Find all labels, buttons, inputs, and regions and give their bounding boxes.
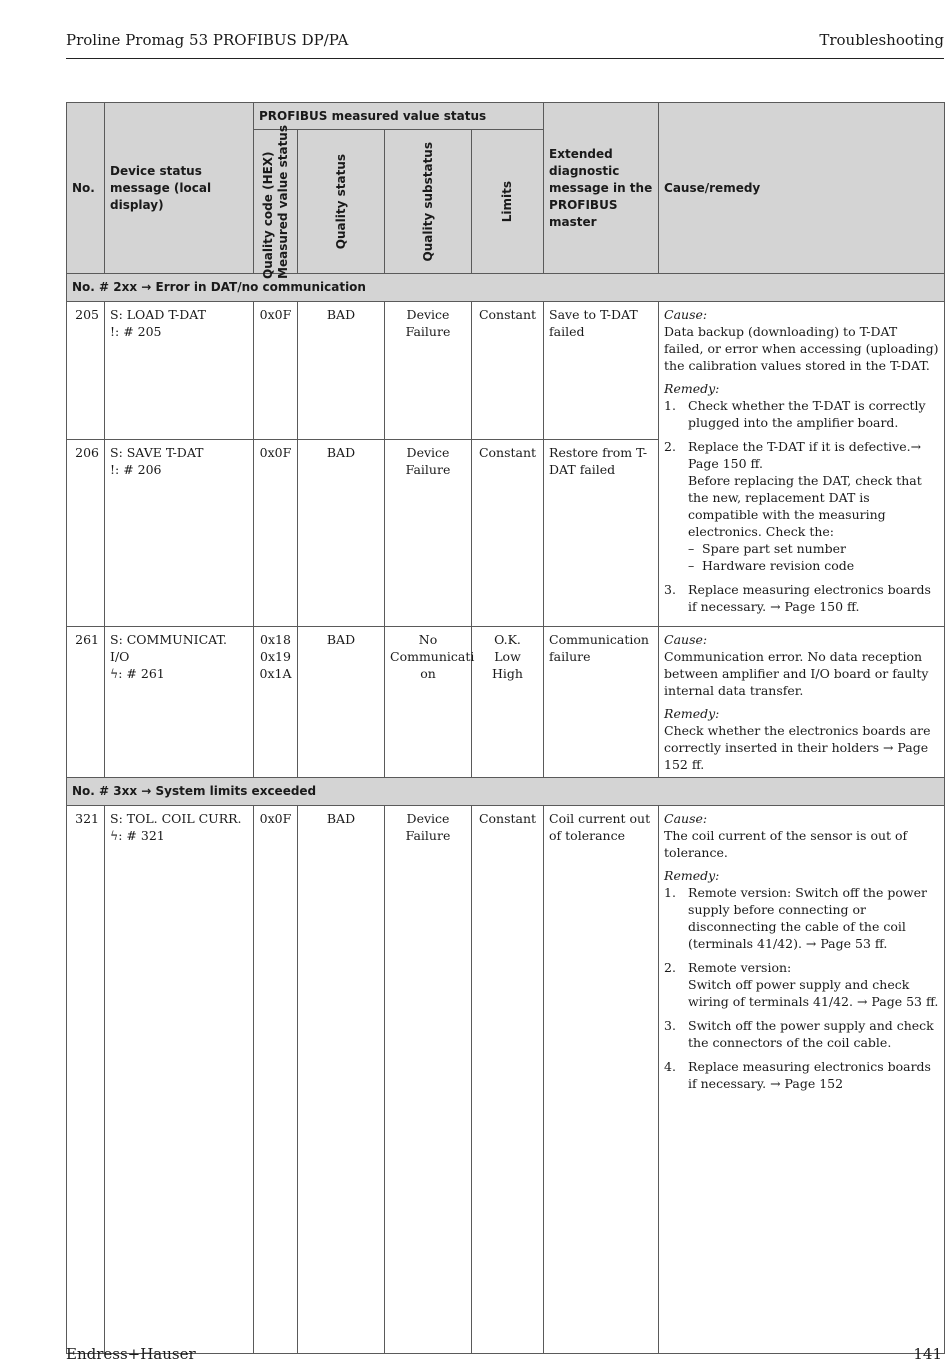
remedy-step: 2. Remote version: Switch off power supply and check wiring of terminals 41/42. → Page 53 ff. [664,960,939,1009]
extended-diagnostic: Communication failure [544,627,659,778]
cause-text: The coil current of the sensor is out of tolerance. [664,828,908,860]
quality-substatus: Device Failure [385,302,472,440]
quality-substatus: No Communicati on [385,627,472,778]
col-header-quality-status: Quality status [298,130,385,274]
remedy-label: Remedy: [664,868,720,883]
remedy-step: 4. Replace measuring electronics boards if necessary. → Page 152 [664,1059,931,1091]
running-header-section: Troubleshooting [819,31,944,49]
cause-text: Communication error. No data reception between amplifier and I/O board or faulty internal data transfer. [664,649,929,698]
remedy-label: Remedy: [664,381,720,396]
footer-publisher: Endress+Hauser [66,1345,196,1363]
quality-code: 0x0F [254,806,298,1354]
extended-diagnostic: Save to T-DAT failed [544,302,659,440]
remedy-step: 1. Check whether the T-DAT is correctly plugged into the amplifier board. [664,398,926,430]
quality-substatus: Device Failure [385,806,472,1354]
col-header-extended-diagnostic: Extended diagnostic message in the PROFIBUS master [544,103,659,274]
col-header-message: Device status message (local display) [105,103,254,274]
quality-code: 0x18 0x19 0x1A [254,627,298,778]
remedy-step: 1. Remote version: Switch off the power supply before connecting or disconnecting the cable of the coil (terminals 41/42). → Page 53 ff. [664,885,927,951]
col-header-no: No. [67,103,105,274]
quality-status: BAD [298,627,385,778]
cause-text: Data backup (downloading) to T-DAT failed, or error when accessing (uploading) the calibration values stored in the T-DAT. [664,324,939,373]
quality-code: 0x0F [254,302,298,440]
remedy-step: 3. Switch off the power supply and check the connectors of the coil cable. [664,1018,934,1050]
device-status-message: S: COMMUNICAT. I/O ϟ: # 261 [105,627,254,778]
cause-remedy-cell [659,627,945,778]
remedy-step: 2. Replace the T-DAT if it is defective.→ Page 150 ff. Before replacing the DAT, check that the new, replacement DAT is compatible with the measuring electronics. Check the: – Spare part set number – Hardware revision code [664,439,922,573]
extended-diagnostic: Coil current out of tolerance [544,806,659,1354]
extended-diagnostic: Restore from T-DAT failed [544,440,659,627]
cause-label: Cause: [664,632,708,647]
running-header-title: Proline Promag 53 PROFIBUS DP/PA [66,31,349,49]
cause-label: Cause: [664,307,708,322]
table-row [67,302,945,440]
quality-status: BAD [298,302,385,440]
row-number: 321 [67,806,105,1354]
section-row-2xx: No. # 2xx → Error in DAT/no communication [67,274,945,302]
quality-status: BAD [298,806,385,1354]
col-header-cause-remedy: Cause/remedy [659,103,945,274]
remedy-label: Remedy: [664,706,720,721]
section-row-3xx: No. # 3xx → System limits exceeded [67,778,945,806]
cause-remedy-cell [659,806,945,1354]
row-number: 205 [67,302,105,440]
quality-status: BAD [298,440,385,627]
limits: Constant [472,440,544,627]
limits: Constant [472,302,544,440]
remedy-steps [664,884,939,1092]
table-row [67,627,945,778]
device-status-message: S: SAVE T-DAT !: # 206 [105,440,254,627]
cause-label: Cause: [664,811,708,826]
limits: Constant [472,806,544,1354]
quality-substatus: Device Failure [385,440,472,627]
table-row [67,806,945,1354]
page-number: 141 [913,1345,942,1363]
col-group-profibus-status: PROFIBUS measured value status [254,103,544,130]
cause-remedy-cell [659,302,945,627]
row-number: 261 [67,627,105,778]
header-rule [66,58,944,59]
error-message-table [66,102,945,1354]
device-status-message: S: LOAD T-DAT !: # 205 [105,302,254,440]
remedy-step: 3. Replace measuring electronics boards if necessary. → Page 150 ff. [664,582,931,614]
col-header-limits: Limits [472,130,544,274]
device-status-message: S: TOL. COIL CURR. ϟ: # 321 [105,806,254,1354]
col-header-quality-substatus: Quality substatus [385,130,472,274]
limits: O.K. Low High [472,627,544,778]
remedy-steps [664,397,939,615]
remedy-text: Check whether the electronics boards are correctly inserted in their holders → Page 152 ff. [664,723,931,772]
row-number: 206 [67,440,105,627]
quality-code: 0x0F [254,440,298,627]
col-header-quality-code: Quality code (HEX) Measured value status [254,130,298,274]
